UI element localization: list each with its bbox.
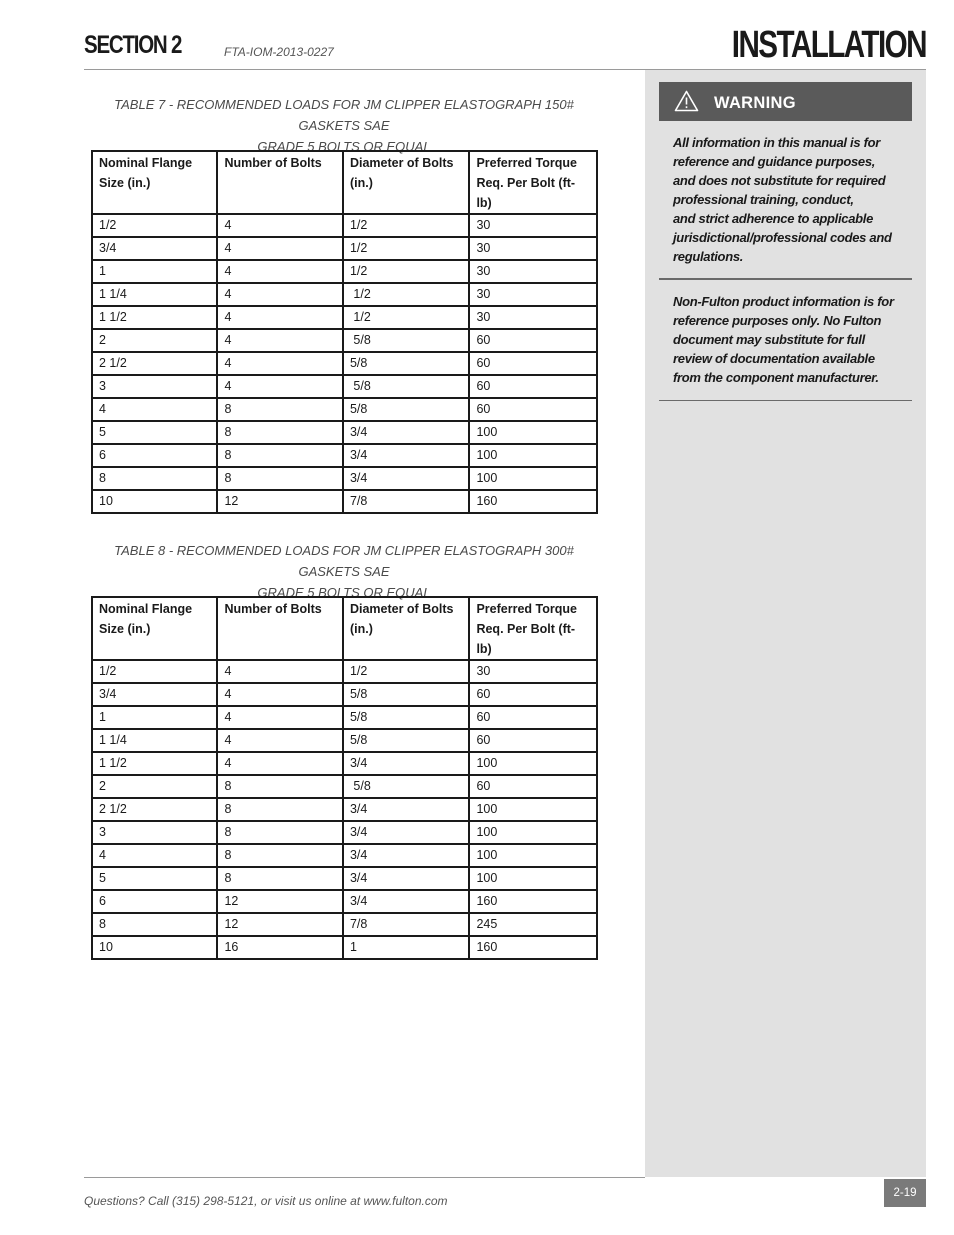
column-header-line: Preferred Torque — [476, 602, 577, 616]
column-header-line: Number of Bolts — [224, 602, 322, 616]
table-cell: 5/8 — [343, 398, 470, 421]
table-cell: 8 — [217, 467, 342, 490]
table-cell: 16 — [217, 936, 342, 959]
table-row — [92, 752, 597, 775]
table-cell: 4 — [92, 398, 217, 421]
table-row — [92, 821, 597, 844]
table-cell: 100 — [469, 444, 597, 467]
table-cell: 1/2 — [343, 283, 470, 306]
table-8-caption-line: TABLE 8 - RECOMMENDED LOADS FOR JM CLIPPER ELASTOGRAPH 300# GASKETS SAE — [114, 543, 574, 579]
table-cell: 7/8 — [343, 490, 470, 513]
table-row — [92, 490, 597, 513]
table-cell: 4 — [217, 683, 342, 706]
table-cell: 100 — [469, 867, 597, 890]
table-cell: 60 — [469, 352, 597, 375]
table-row — [92, 913, 597, 936]
table-cell: 3/4 — [92, 237, 217, 260]
table-cell: 1/2 — [343, 214, 470, 237]
column-header-line: Size (in.) — [99, 622, 151, 636]
table-cell: 245 — [469, 913, 597, 936]
table-cell: 7/8 — [343, 913, 470, 936]
table-row — [92, 936, 597, 959]
table-cell: 60 — [469, 706, 597, 729]
column-header — [92, 151, 217, 214]
table-cell: 1 1/4 — [92, 283, 217, 306]
table-cell: 60 — [469, 729, 597, 752]
notice-line: Non-Fulton product information is for — [673, 294, 894, 309]
table-cell: 160 — [469, 490, 597, 513]
table-cell: 1 1/2 — [92, 752, 217, 775]
notice-line: jurisdictional/professional codes and — [673, 230, 892, 245]
table-cell: 3 — [92, 375, 217, 398]
table-row — [92, 444, 597, 467]
table-row — [92, 890, 597, 913]
column-header-line: Diameter of Bolts — [349, 602, 454, 616]
column-header — [343, 597, 470, 660]
table-cell: 100 — [469, 844, 597, 867]
table-cell: 8 — [217, 421, 342, 444]
column-header-line: Diameter of Bolts — [349, 156, 454, 170]
table-cell: 12 — [217, 890, 342, 913]
table-row — [92, 398, 597, 421]
table-cell: 5/8 — [343, 729, 470, 752]
column-header — [343, 151, 470, 214]
table-cell: 160 — [469, 936, 597, 959]
column-header — [92, 597, 217, 660]
footer-divider — [84, 1177, 645, 1178]
table-cell: 3/4 — [343, 467, 470, 490]
table-cell: 2 1/2 — [92, 798, 217, 821]
column-header-line: (in.) — [349, 622, 373, 636]
table-cell: 5/8 — [343, 775, 470, 798]
notice-line: reference and guidance purposes, — [673, 154, 876, 169]
table-8-caption — [91, 540, 597, 603]
notice-line: All information in this manual is for — [673, 135, 881, 150]
column-header — [469, 597, 597, 660]
table-cell: 6 — [92, 890, 217, 913]
table-cell: 8 — [217, 867, 342, 890]
table-row — [92, 660, 597, 683]
table-cell: 60 — [469, 398, 597, 421]
table-cell: 1 1/4 — [92, 729, 217, 752]
table-row — [92, 706, 597, 729]
table-cell: 8 — [217, 844, 342, 867]
document-code: FTA-IOM-2013-0227 — [224, 45, 334, 59]
table-row — [92, 844, 597, 867]
table-cell: 30 — [469, 260, 597, 283]
column-header — [217, 151, 342, 214]
table-cell: 1/2 — [343, 306, 470, 329]
section-label: SECTION 2 — [84, 31, 182, 59]
table-cell: 3/4 — [343, 821, 470, 844]
table-cell: 3/4 — [343, 421, 470, 444]
table-7-caption-line: GRADE 5 BOLTS OR EQUAL — [257, 139, 431, 154]
table-cell: 3/4 — [343, 752, 470, 775]
table-cell: 4 — [217, 214, 342, 237]
table-cell: 10 — [92, 936, 217, 959]
table-cell: 2 — [92, 329, 217, 352]
table-cell: 60 — [469, 329, 597, 352]
table-cell: 3 — [92, 821, 217, 844]
notice-line: review of documentation available — [673, 351, 875, 366]
table-row — [92, 329, 597, 352]
table-cell: 100 — [469, 752, 597, 775]
table-cell: 8 — [217, 398, 342, 421]
table-cell: 12 — [217, 490, 342, 513]
table-cell: 4 — [217, 375, 342, 398]
column-header — [469, 151, 597, 214]
page-number-badge: 2-19 — [884, 1179, 926, 1207]
table-cell: 60 — [469, 775, 597, 798]
table-cell: 2 1/2 — [92, 352, 217, 375]
warning-banner — [659, 82, 912, 121]
table-cell: 8 — [217, 798, 342, 821]
table-cell: 1/2 — [343, 260, 470, 283]
table-cell: 1/2 — [343, 237, 470, 260]
table-cell: 4 — [217, 237, 342, 260]
table-cell: 3/4 — [343, 844, 470, 867]
warning-notice-non-fulton — [673, 292, 905, 387]
table-cell: 1 1/2 — [92, 306, 217, 329]
column-header-line: Nominal Flange — [99, 602, 193, 616]
table-cell: 3/4 — [92, 683, 217, 706]
table-cell: 5/8 — [343, 352, 470, 375]
table-cell: 100 — [469, 798, 597, 821]
table-cell: 1/2 — [343, 660, 470, 683]
notice-line: and does not substitute for required — [673, 173, 886, 188]
table-row — [92, 283, 597, 306]
notice-line: reference purposes only. No Fulton — [673, 313, 882, 328]
table-cell: 3/4 — [343, 867, 470, 890]
table-cell: 1 — [343, 936, 470, 959]
table-cell: 30 — [469, 660, 597, 683]
column-header-line: Number of Bolts — [224, 156, 322, 170]
table-cell: 5/8 — [343, 329, 470, 352]
table-8-caption-line: GRADE 5 BOLTS OR EQUAL — [257, 585, 431, 600]
table-cell: 6 — [92, 444, 217, 467]
table-row — [92, 775, 597, 798]
table-cell: 4 — [217, 260, 342, 283]
table-row — [92, 421, 597, 444]
page-title: INSTALLATION — [731, 24, 926, 66]
table-cell: 1 — [92, 260, 217, 283]
table-cell: 30 — [469, 306, 597, 329]
column-header-line: Req. Per Bolt (ft-lb) — [476, 622, 576, 656]
table-cell: 3/4 — [343, 798, 470, 821]
table-cell: 8 — [217, 444, 342, 467]
table-row — [92, 214, 597, 237]
table-cell: 5 — [92, 867, 217, 890]
table-row — [92, 260, 597, 283]
table-cell: 1 — [92, 706, 217, 729]
table-cell: 1/2 — [92, 660, 217, 683]
column-header-line: Size (in.) — [99, 176, 151, 190]
table-cell: 4 — [217, 706, 342, 729]
table-7-caption-line: TABLE 7 - RECOMMENDED LOADS FOR JM CLIPPER ELASTOGRAPH 150# GASKETS SAE — [114, 97, 574, 133]
table-cell: 30 — [469, 283, 597, 306]
table-cell: 4 — [92, 844, 217, 867]
notice-line: from the component manufacturer. — [673, 370, 879, 385]
table-cell: 100 — [469, 421, 597, 444]
table-7 — [91, 150, 598, 514]
table-row — [92, 352, 597, 375]
warning-notice-general — [673, 133, 905, 266]
column-header — [217, 597, 342, 660]
table-cell: 8 — [217, 775, 342, 798]
table-cell: 4 — [217, 329, 342, 352]
table-cell: 100 — [469, 821, 597, 844]
table-row — [92, 683, 597, 706]
column-header-line: Preferred Torque — [476, 156, 577, 170]
sidebar-divider — [659, 278, 912, 280]
table-cell: 5 — [92, 421, 217, 444]
table-cell: 3/4 — [343, 444, 470, 467]
table-cell: 1/2 — [92, 214, 217, 237]
table-row — [92, 729, 597, 752]
table-cell: 8 — [217, 821, 342, 844]
column-header-line: Req. Per Bolt (ft-lb) — [476, 176, 576, 210]
table-cell: 10 — [92, 490, 217, 513]
table-cell: 8 — [92, 913, 217, 936]
sidebar-divider — [659, 400, 912, 401]
table-row — [92, 467, 597, 490]
notice-line: professional training, conduct, — [673, 192, 854, 207]
table-cell: 4 — [217, 283, 342, 306]
warning-triangle-icon — [674, 90, 699, 112]
table-cell: 5/8 — [343, 683, 470, 706]
table-cell: 5/8 — [343, 706, 470, 729]
table-7-caption — [91, 94, 597, 157]
header-divider — [84, 69, 926, 70]
table-cell: 8 — [92, 467, 217, 490]
table-cell: 4 — [217, 752, 342, 775]
table-cell: 60 — [469, 683, 597, 706]
table-row — [92, 237, 597, 260]
column-header-line: (in.) — [349, 176, 373, 190]
table-cell: 4 — [217, 306, 342, 329]
table-row — [92, 798, 597, 821]
table-cell: 160 — [469, 890, 597, 913]
table-header-row — [92, 151, 597, 214]
table-cell: 30 — [469, 214, 597, 237]
table-row — [92, 306, 597, 329]
table-header-row — [92, 597, 597, 660]
table-cell: 4 — [217, 352, 342, 375]
column-header-line: Nominal Flange — [99, 156, 193, 170]
table-cell: 4 — [217, 729, 342, 752]
table-cell: 2 — [92, 775, 217, 798]
table-row — [92, 867, 597, 890]
footer-contact-text: Questions? Call (315) 298-5121, or visit us online at www.fulton.com — [84, 1194, 448, 1208]
table-cell: 60 — [469, 375, 597, 398]
notice-line: regulations. — [673, 249, 744, 264]
table-8 — [91, 596, 598, 960]
table-cell: 12 — [217, 913, 342, 936]
warning-label: WARNING — [714, 94, 796, 112]
notice-line: and strict adherence to applicable — [673, 211, 874, 226]
table-cell: 5/8 — [343, 375, 470, 398]
table-cell: 3/4 — [343, 890, 470, 913]
notice-line: document may substitute for full — [673, 332, 865, 347]
table-cell: 4 — [217, 660, 342, 683]
table-row — [92, 375, 597, 398]
table-cell: 100 — [469, 467, 597, 490]
table-cell: 30 — [469, 237, 597, 260]
